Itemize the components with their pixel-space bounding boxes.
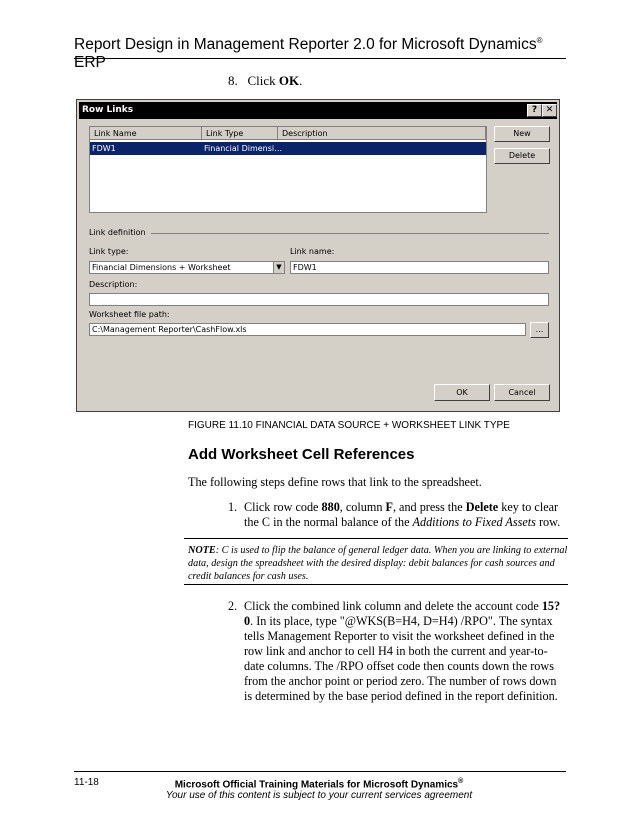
footer-line-2: Your use of this content is subject to your current services agreement <box>165 790 473 801</box>
cancel-button[interactable]: Cancel <box>494 384 550 401</box>
step-2-body: Click the combined link column and delete the account code 15?0. In its place, type "@WKS(B=H4, D=H4) /RPO". The syntax tells Management Reporter to visit the worksheet defined in the row link and anchor to cell H4 in both the current and year-to-date columns. The /RPO offset code then counts down the rows from the anchor point or period zero. The number of rows down is determined by the base period defined in the report definition. <box>244 599 561 703</box>
step-8-bold: OK <box>278 73 300 88</box>
row-link-name: FDW1 <box>92 144 116 153</box>
footer-line-1: Microsoft Official Training Materials for Microsoft Dynamics® <box>174 778 464 791</box>
list-row[interactable] <box>90 142 486 155</box>
chevron-down-icon[interactable]: ▼ <box>273 262 284 273</box>
registered-mark: ® <box>536 36 543 45</box>
step-1-number: 1. <box>228 500 238 514</box>
link-name-label: Link name: <box>290 247 335 256</box>
col-link-type[interactable]: Link Type <box>202 127 278 140</box>
footer-divider <box>74 771 566 772</box>
link-type-value: Financial Dimensions + Worksheet <box>92 263 231 272</box>
description-label: Description: <box>89 280 138 289</box>
browse-button[interactable]: ... <box>530 322 549 338</box>
page-header <box>74 36 566 72</box>
path-label: Worksheet file path: <box>89 310 170 319</box>
step-8 <box>228 73 302 89</box>
intro-text: The following steps define rows that link to the spreadsheet. <box>188 475 482 489</box>
page-number: 11-18 <box>74 777 99 788</box>
close-icon[interactable]: ✕ <box>542 104 557 117</box>
step-8-text: 8. Click <box>228 73 279 88</box>
link-type-select[interactable] <box>89 261 285 274</box>
note-text: : C is used to flip the balance of general ledger data. When you are linking to external data, design the spreadsheet with the desired display: debit balances for cash sources and credit balances for cash uses. <box>188 545 568 582</box>
col-description[interactable]: Description <box>278 127 486 140</box>
row-link-type: Financial Dimensi… <box>204 144 283 153</box>
description-input[interactable] <box>89 293 549 306</box>
links-list[interactable] <box>89 126 487 213</box>
group-divider <box>151 233 549 234</box>
row-links-dialog <box>76 99 560 412</box>
step-2-number: 2. <box>228 599 238 613</box>
header-title: Report Design in Management Reporter 2.0 for Microsoft Dynamics <box>74 36 537 54</box>
col-link-name[interactable]: Link Name <box>90 127 202 140</box>
section-title: Add Worksheet Cell References <box>188 446 415 463</box>
ok-button[interactable]: OK <box>434 384 490 401</box>
dialog-title: Row Links <box>82 105 134 115</box>
figure-caption: FIGURE 11.10 FINANCIAL DATA SOURCE + WORKSHEET LINK TYPE <box>188 420 510 431</box>
link-name-input[interactable]: FDW1 <box>290 261 549 274</box>
dialog-titlebar <box>79 102 557 119</box>
header-title-end: ERP <box>74 54 106 72</box>
new-button[interactable]: New <box>494 126 550 142</box>
delete-button[interactable]: Delete <box>494 148 550 164</box>
link-definition-label: Link definition <box>89 228 146 237</box>
list-header <box>90 127 486 141</box>
help-icon[interactable]: ? <box>527 104 542 117</box>
path-input[interactable]: C:\Management Reporter\CashFlow.xls <box>89 323 526 336</box>
link-type-label: Link type: <box>89 247 129 256</box>
note-label: NOTE <box>188 545 216 556</box>
note-box <box>184 538 568 585</box>
step-1-body: Click row code 880, column F, and press the Delete key to clear the C in the normal balance of the Additions to Fixed Assets row. <box>244 500 561 529</box>
step-8-end: . <box>299 73 303 88</box>
